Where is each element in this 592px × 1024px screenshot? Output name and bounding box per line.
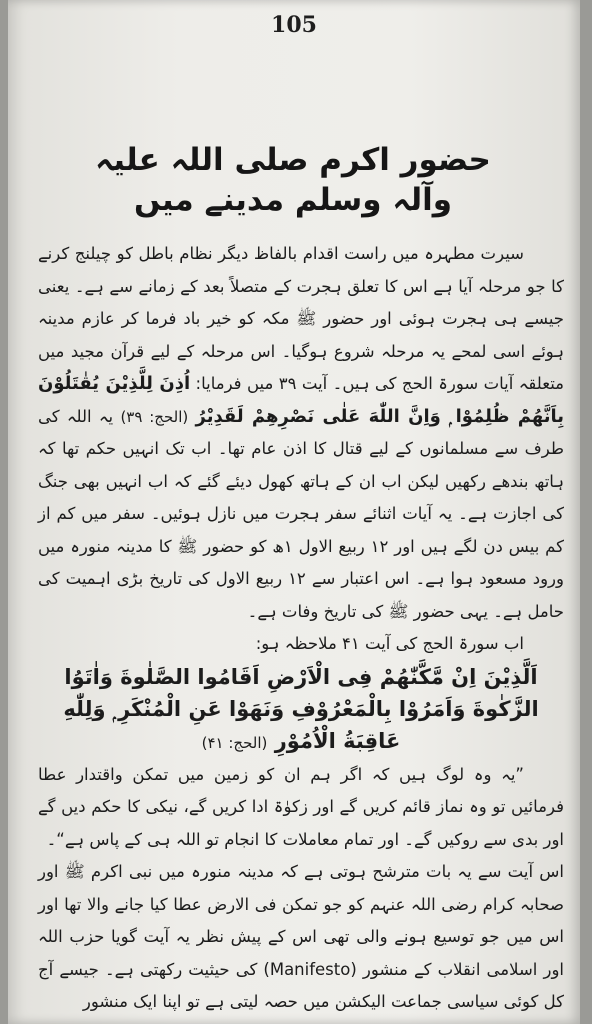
- page-number: 105: [271, 12, 317, 38]
- quran-verse-hajj-41-text: اَلَّذِیْنَ اِنْ مَّكَّنّٰهُمْ فِی الْاَرْضِ اَقَامُوا الصَّلٰوةَ وَاٰتَوُا الزَّكٰوةَ وَاَمَرُوْا بِالْمَعْرُوْفِ وَنَهَوْا عَنِ الْمُنْكَرِ ۭ وَلِلّٰهِ عَاقِبَةُ الْاُمُوْرِ: [63, 664, 539, 753]
- chapter-heading: حضور اکرم صلی اللہ علیہ وآلہ وسلم مدینے میں: [95, 142, 491, 218]
- paragraph-permission-text: یہ اللہ کی طرف سے مسلمانوں کے لیے قتال کا اذن عام تھا۔ اب تک انہیں حکم تھا کہ ہاتھ بندھے رکھیں لیکن اب ان کے ہاتھ کھول دیئے گئے کہ اب انہیں بھی جنگ کی اجازت ہے۔ یہ آیات اثنائے سفر ہجرت میں نازل ہوئیں۔ سفر میں کم از کم بیس دن لگے ہیں اور ۱۲ ربیع الاول ۱ھ کو حضور ﷺ کا مدینہ منورہ میں ورود مسعود ہوا ہے۔ اس اعتبار سے ۱۲ ربیع الاول کی تاریخ بڑی اہمیت کی حامل ہے۔ یہی حضور ﷺ کی تاریخ وفات ہے۔: [38, 406, 564, 621]
- book-page: [8, 0, 580, 1024]
- verse-reference-41: (الحج: ۴۱): [201, 733, 268, 752]
- quran-verse-hajj-39: اُذِنَ لِلَّذِیْنَ یُقٰتَلُوْنَ بِاَنَّهُمْ ظُلِمُوْا ۭ وَاِنَّ اللّٰهَ عَلٰی نَصْرِهِمْ لَقَدِیْرُ: [38, 373, 565, 427]
- paragraph-intro: [38, 238, 564, 628]
- verse-reference: (الحج: ۳۹): [120, 407, 189, 426]
- quran-verse-hajj-41: [38, 661, 564, 759]
- paragraph-intro-text: سیرت مطہرہ میں راست اقدام بالفاظ دیگر نظام باطل کو چیلنج کرنے کا جو مرحلہ آیا ہے اس کا تعلق ہجرت کے متصلاً بعد کے زمانے سے ہے۔ یعنی جیسے ہی ہجرت ہوئی اور حضور ﷺ مکہ کو خیر باد فرما کر عازم مدینہ ہوئے اسی لمحے یہ مرحلہ شروع ہوگیا۔ اس مرحلہ کے لیے قرآن مجید میں متعلقہ آیات سورۃ الحج کی ہیں۔ آیت ۳۹ میں فرمایا:: [38, 244, 565, 393]
- verse-translation: ”یہ وہ لوگ ہیں کہ اگر ہم ان کو زمین میں تمکن واقتدار عطا فرمائیں تو وہ نماز قائم کریں گے اور زکوٰۃ ادا کریں گے، نیکی کا حکم دیں گے اور بدی سے روکیں گے۔ اور تمام معاملات کا انجام تو اللہ ہی کے پاس ہے“۔: [38, 764, 564, 849]
- paragraph-manifesto: اس آیت سے یہ بات مترشح ہوتی ہے کہ مدینہ منورہ میں نبی اکرم ﷺ اور صحابہ کرام رضی اللہ عنہم کو جو تمکن فی الارض عطا کیا جانے والا تھا اور اس میں جو توسیع ہونے والی تھی اس کے پیش نظر یہ آیت گویا حزب اللہ اور اسلامی انقلاب کے منشور (Manifesto) کی حیثیت رکھتی ہے۔ جیسے آج کل کوئی سیاسی جماعت الیکشن میں حصہ لیتی ہے تو اپنا ایک منشور: [38, 862, 564, 1011]
- body-text: [38, 238, 564, 1019]
- paragraph-verse-intro: اب سورۃ الحج کی آیت ۴۱ ملاحظہ ہو:: [255, 634, 524, 653]
